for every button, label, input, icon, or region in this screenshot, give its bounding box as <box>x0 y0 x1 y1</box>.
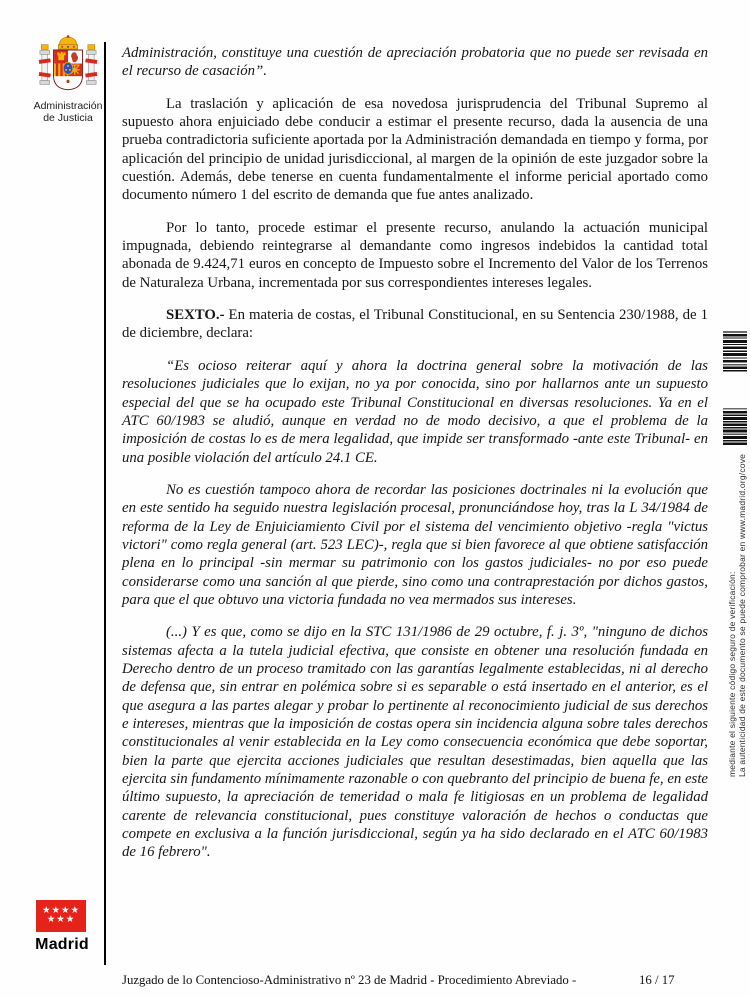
madrid-label: Madrid <box>35 936 89 953</box>
verification-text-line1: La autenticidad de este documento se puede comprobar en www.madrid.org/cove <box>737 453 747 777</box>
page-footer <box>122 973 708 988</box>
paragraph-4-text: En materia de costas, el Tribunal Constitucional, en su Sentencia 230/1988, de 1 de diciembre, declara: <box>122 307 708 342</box>
paragraph-2: La traslación y aplicación de esa novedosa jurisprudencia del Tribunal Supremo al supuesto ahora enjuiciado debe conducir a estimar el presente recurso, dada la ausencia de una prueba contradictoria suficiente aportada por la Administración demandada en tiempo y forma, por aplicación del principio de unidad jurisdiccional, al margen de la opinión de este juzgador sobre la cuestión. Además, debe tenerse en cuenta fundamentalmente el informe pericial aportado como documento número 1 del escrito de demanda que fue antes analizado. <box>122 95 708 204</box>
section-heading-sexto: SEXTO.- <box>166 307 225 324</box>
justice-administration-emblem <box>30 34 106 124</box>
barcode-icon <box>723 331 747 372</box>
paragraph-1: Administración, constituye una cuestión de apreciación probatoria que no puede ser revisada en el recurso de casación”. <box>122 45 708 80</box>
document-body <box>122 44 708 876</box>
margin-divider-line <box>104 42 106 965</box>
org-label <box>30 100 106 124</box>
page-number: 16 / 17 <box>639 973 675 987</box>
verification-text-line2: mediante el siguiente código seguro de verificación: <box>727 571 737 777</box>
barcode-icon <box>723 408 747 446</box>
madrid-logo <box>34 900 98 954</box>
spain-coat-of-arms-icon <box>37 34 99 98</box>
paragraph-5: “Es ocioso reiterar aquí y ahora la doctrina general sobre la motivación de las resoluciones judiciales que lo exijan, no ya por conocida, sino por hallarnos ante un supuesto especial del que se ha ocupado este Tribunal Constitucional en diversas resoluciones. Ya en el ATC 60/1983 se aludió, aunque en verdad no de modo decisivo, a que el problema de la imposición de costas lo es de mera legalidad, que impide ser transformado -ante este Tribunal- en una posible violación del artículo 24.1 CE. <box>122 357 708 466</box>
paragraph-4 <box>122 306 708 343</box>
paragraph-7: (...) Y es que, como se dijo en la STC 131/1986 de 29 octubre, f. j. 3º, "ninguno de dichos sistemas afecta a la tutela judicial efectiva, que consiste en obtener una resolución fundada en Derecho dentro de un proceso tramitado con las garantías legalmente establecidas, ni al derecho de defensa que, sin entrar en polémica sobre si es separable o está insertado en el anterior, es el que asegura a las partes alegar y probar lo pertinente al reconocimiento judicial de sus derechos e intereses, mientras que la imposición de costas opera sin incidencia alguna sobre tales derechos constitucionales al venir establecida en la Ley como consecuencia económica que debe soportar, bien la parte que ejercita acciones judiciales que resultan desestimadas, bien aquella que las ejercita sin fundamento mínimamente razonable o con quebranto del principio de buena fe, en este último supuesto, la apreciación de temeridad o mala fe litigiosas en un problema de legalidad carente de relevancia constitucional, pues constituye valoración de hechos o conductas que compete en exclusiva a la función jurisdiccional, según ya ha sido declarado en el ATC 60/1983 de 16 febrero". <box>122 624 708 861</box>
paragraph-3: Por lo tanto, procede estimar el presente recurso, anulando la actuación municipal impugnada, debiendo reintegrarse al demandante como ingresos indebidos la cantidad total abonada de 9.424,71 euros en concepto de Impuesto sobre el Incremento del Valor de los Terrenos de Naturaleza Urbana, incrementada por sus correspondientes intereses legales. <box>122 219 708 291</box>
madrid-stars-row2: ★★★ <box>46 915 76 925</box>
paragraph-6: No es cuestión tampoco ahora de recordar las posiciones doctrinales ni la evolución que en este sentido ha seguido nuestra legislación procesal, pronunciándose hoy, tras la L 34/1984 de reforma de la Ley de Enjuiciamiento Civil por el sistema del vencimiento objetivo -regla "victus victori" como regla general (art. 523 LEC)-, regla que si bien favorece al que obtiene satisfacción plena en lo principal -sin mermar su patrimonio con los gastos judiciales- no por eso puede considerarse como una sanción al que pierde, sino como una contraprestación por dichos gastos, para que el que obtuvo una victoria fundada no vea mermados sus intereses. <box>122 481 708 608</box>
org-label-line2: de Justicia <box>43 112 93 124</box>
madrid-stars-row1: ★★★★ <box>41 906 81 916</box>
madrid-flag-icon <box>36 900 86 932</box>
footer-court-line: Juzgado de lo Contencioso-Administrativo nº 23 de Madrid - Procedimiento Abreviado - <box>122 973 577 987</box>
org-label-line1: Administración <box>33 100 103 112</box>
